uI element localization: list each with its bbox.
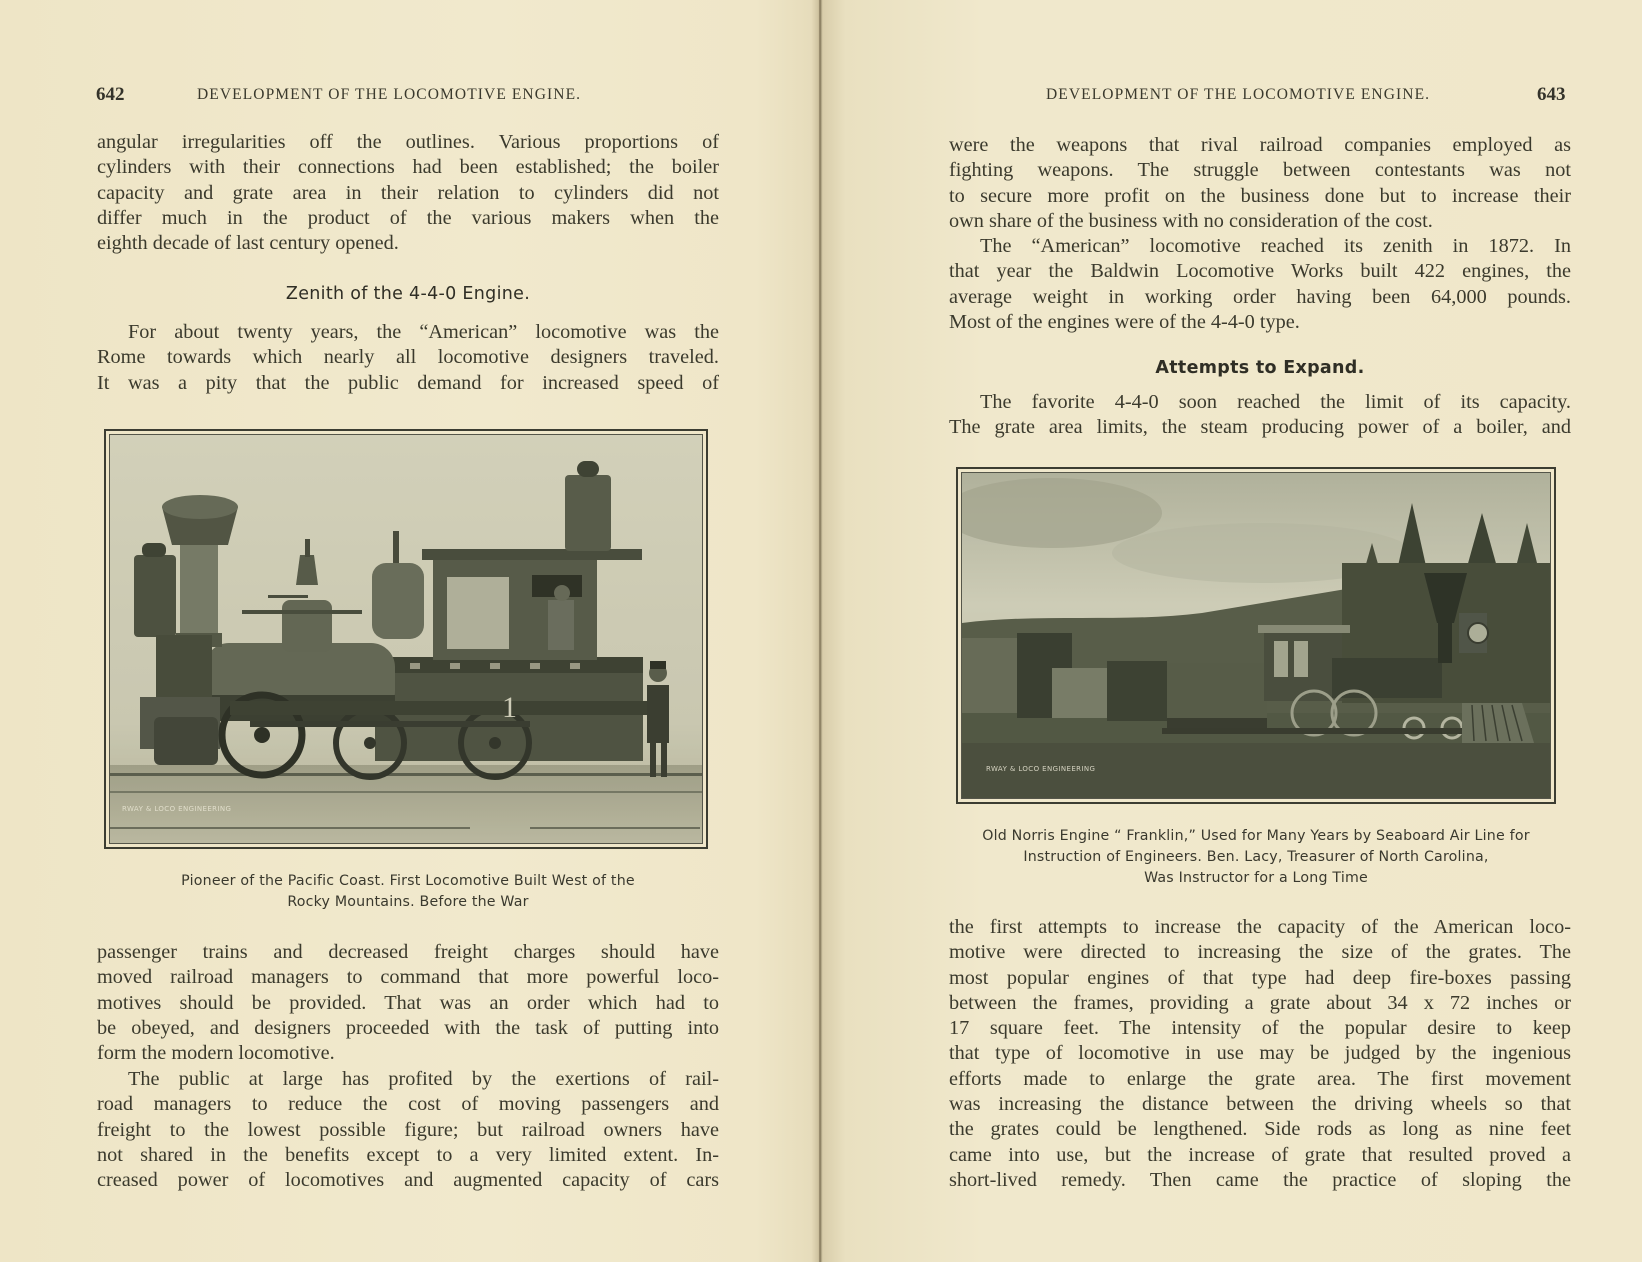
text-line: average weight in working order having been 64,000 pounds. [949, 285, 1571, 308]
text-line: motive were directed to increasing the size of the grates. The [949, 941, 1571, 964]
page-number-right: 643 [1537, 84, 1566, 105]
text-line: fighting weapons. The struggle between contestants was not [949, 159, 1571, 182]
paragraph-right-1 [949, 133, 1571, 234]
text-line: The public at large has profited by the exertions of rail- [128, 1068, 719, 1090]
text-line: be obeyed, and designers proceeded with the task of putting into [97, 1016, 719, 1039]
caption-line: Rocky Mountains. Before the War [287, 894, 529, 910]
text-line: angular irregularities off the outlines. Various proportions of [97, 131, 719, 153]
text-line: passenger trains and decreased freight charges should have [97, 941, 719, 963]
figure-pioneer-locomotive [104, 429, 708, 849]
text-line: road managers to reduce the cost of moving passengers and [97, 1093, 719, 1116]
paragraph-right-2 [949, 234, 1571, 335]
figure-caption-left [97, 871, 719, 913]
text-line: that type of locomotive in use may be judged by the ingenious [949, 1042, 1571, 1065]
photo-credit-watermark: RWAY & LOCO ENGINEERING [986, 765, 1096, 773]
photo-pioneer-locomotive [109, 434, 703, 844]
caption-line: Pioneer of the Pacific Coast. First Locomotive Built West of the [181, 873, 635, 889]
text-line: capacity and grate area in their relation to cylinders did not [97, 181, 719, 204]
text-line: differ much in the product of the various makers when the [97, 206, 719, 229]
running-title-right: DEVELOPMENT OF THE LOCOMOTIVE ENGINE. [1046, 86, 1431, 103]
franklin-photo-illustration [962, 473, 1551, 799]
caption-line: Old Norris Engine “ Franklin,” Used for Many Years by Seaboard Air Line for [982, 828, 1530, 844]
text-line: form the modern locomotive. [97, 1042, 335, 1065]
text-line: For about twenty years, the “American” locomotive was the [128, 321, 719, 343]
text-line: motives should be provided. That was an order which had to [97, 991, 719, 1014]
text-line: Most of the engines were of the 4-4-0 type. [949, 310, 1300, 333]
running-head-left [0, 86, 820, 110]
paragraph-left-1 [97, 130, 719, 256]
text-line: the first attempts to increase the capacity of the American loco- [949, 916, 1571, 938]
text-line: efforts made to enlarge the grate area. The first movement [949, 1067, 1571, 1090]
text-line: the grates could be lengthened. Side rods as long as nine feet [949, 1118, 1571, 1141]
section-heading-attempts: Attempts to Expand. [1155, 358, 1365, 378]
text-line: Rome towards which nearly all locomotive designers traveled. [97, 346, 719, 369]
text-line: that year the Baldwin Locomotive Works built 422 engines, the [949, 260, 1571, 283]
running-title-left: DEVELOPMENT OF THE LOCOMOTIVE ENGINE. [197, 86, 582, 103]
paragraph-right-3 [949, 390, 1571, 441]
page-number-left: 642 [96, 84, 125, 105]
figure-caption-right [929, 826, 1583, 889]
section-heading-zenith: Zenith of the 4-4-0 Engine. [285, 284, 531, 304]
caption-line: Was Instructor for a Long Time [1144, 870, 1368, 886]
text-line: to secure more profit on the business done but to increase their [949, 184, 1571, 207]
locomotive-photo-illustration [110, 435, 703, 844]
figure-franklin-locomotive [956, 467, 1556, 804]
running-head-right [822, 86, 1642, 110]
paragraph-left-2 [97, 320, 719, 396]
text-line: The “American” locomotive reached its zenith in 1872. In [980, 235, 1571, 257]
paragraph-left-3 [97, 940, 719, 1066]
text-line: were the weapons that rival railroad companies employed as [949, 134, 1571, 156]
text-line: creased power of locomotives and augmented capacity of cars [97, 1169, 719, 1192]
text-line: own share of the business with no consideration of the cost. [949, 209, 1433, 232]
text-line: not shared in the benefits except to a very limited extent. In- [97, 1143, 719, 1166]
text-line: freight to the lowest possible figure; but railroad owners have [97, 1118, 719, 1141]
text-line: moved railroad managers to command that more powerful loco- [97, 966, 719, 989]
text-line: was increasing the distance between the driving wheels so that [949, 1093, 1571, 1116]
photo-franklin-locomotive [961, 472, 1551, 799]
text-line: The favorite 4-4-0 soon reached the limit of its capacity. [980, 391, 1571, 413]
text-line: eighth decade of last century opened. [97, 232, 399, 255]
left-page [0, 0, 820, 1262]
paragraph-left-4 [97, 1067, 719, 1193]
caption-line: Instruction of Engineers. Ben. Lacy, Treasurer of North Carolina, [1023, 849, 1489, 865]
text-line: The grate area limits, the steam producing power of a boiler, and [949, 416, 1571, 439]
binding-gutter [819, 0, 821, 1262]
right-page [822, 0, 1642, 1262]
photo-credit-watermark: RWAY & LOCO ENGINEERING [122, 805, 232, 813]
text-line: cylinders with their connections had been established; the boiler [97, 156, 719, 179]
text-line: 17 square feet. The intensity of the popular desire to keep [949, 1017, 1571, 1040]
text-line: short-lived remedy. Then came the practice of sloping the [949, 1168, 1571, 1191]
text-line: between the frames, providing a grate about 34 x 72 inches or [949, 991, 1571, 1014]
text-line: It was a pity that the public demand for increased speed of [97, 371, 719, 394]
text-line: came into use, but the increase of grate that resulted proved a [949, 1143, 1571, 1166]
paragraph-right-4 [949, 915, 1571, 1193]
text-line: most popular engines of that type had deep fire-boxes passing [949, 966, 1571, 989]
tank-number-label: 1 [502, 691, 517, 724]
